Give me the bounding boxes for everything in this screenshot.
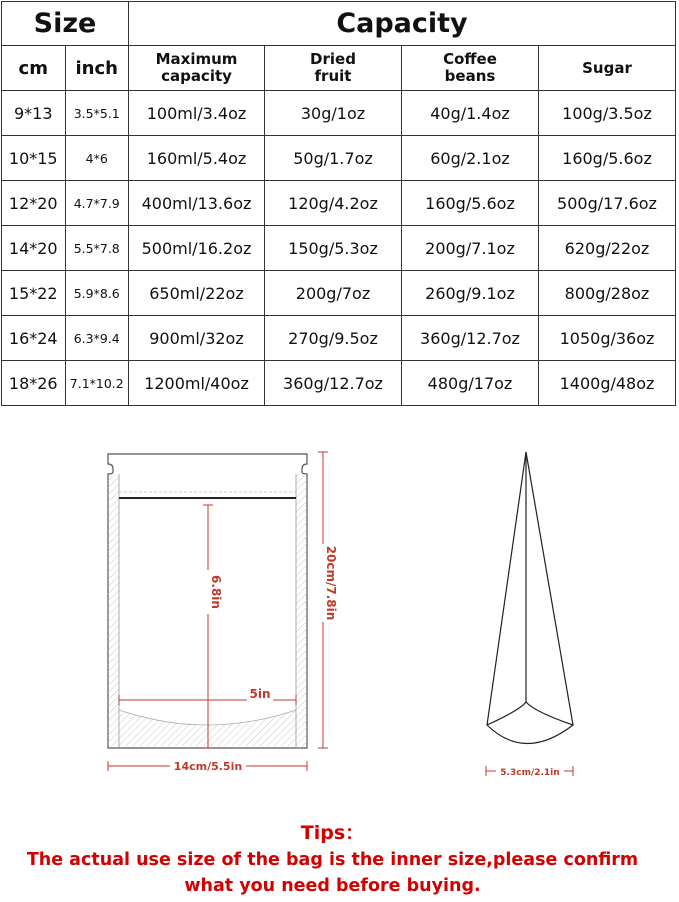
bag-size-diagram [0, 440, 679, 800]
table-cell: 620g/22oz [539, 226, 676, 271]
table-row [2, 361, 676, 406]
table-row [2, 226, 676, 271]
bottom-gusset-label: 5.3cm/2.1in [500, 768, 560, 778]
table-cell: 400ml/13.6oz [129, 181, 265, 226]
col-header-coffee-beans: Coffee beans [402, 46, 539, 91]
table-row [2, 271, 676, 316]
table-cell: 3.5*5.1 [65, 91, 129, 136]
inner-height-label: 6.8in [209, 575, 223, 609]
table-cell: 160g/5.6oz [539, 136, 676, 181]
table-cell: 60g/2.1oz [402, 136, 539, 181]
table-cell: 4.7*7.9 [65, 181, 129, 226]
outer-width-label: 14cm/5.5in [173, 760, 243, 773]
table-row [2, 316, 676, 361]
outer-width-dimension [108, 758, 307, 773]
table-cell: 120g/4.2oz [265, 181, 402, 226]
capacity-header: Capacity [129, 2, 676, 46]
table-cell: 30g/1oz [265, 91, 402, 136]
tips-line-2: what you need before buying. [184, 876, 481, 896]
table-cell: 150g/5.3oz [265, 226, 402, 271]
table-cell: 270g/9.5oz [265, 316, 402, 361]
bottom-gusset-dimension [486, 765, 573, 778]
table-cell: 18*26 [2, 361, 66, 406]
table-cell: 40g/1.4oz [402, 91, 539, 136]
table-cell: 100ml/3.4oz [129, 91, 265, 136]
table-cell: 50g/1.7oz [265, 136, 402, 181]
table-cell: 1400g/48oz [539, 361, 676, 406]
size-header: Size [2, 2, 129, 46]
col-header-dried-fruit: Dried fruit [265, 46, 402, 91]
table-cell: 15*22 [2, 271, 66, 316]
table-cell: 100g/3.5oz [539, 91, 676, 136]
table-cell: 16*24 [2, 316, 66, 361]
table-row [2, 136, 676, 181]
table-cell: 5.9*8.6 [65, 271, 129, 316]
outer-height-label: 20cm/7.8in [324, 545, 338, 621]
table-cell: 10*15 [2, 136, 66, 181]
tips-line-1: The actual use size of the bag is the inner size,please confirm [26, 850, 639, 870]
table-cell: 7.1*10.2 [65, 361, 129, 406]
table-cell: 1050g/36oz [539, 316, 676, 361]
capacity-table [1, 1, 676, 406]
col-header-inch: inch [65, 46, 129, 91]
table-cell: 160g/5.6oz [402, 181, 539, 226]
table-cell: 500ml/16.2oz [129, 226, 265, 271]
table-cell: 260g/9.1oz [402, 271, 539, 316]
table-cell: 800g/28oz [539, 271, 676, 316]
table-cell: 1200ml/40oz [129, 361, 265, 406]
table-cell: 200g/7oz [265, 271, 402, 316]
side-bag-outline [487, 452, 573, 744]
col-header-cm: cm [2, 46, 66, 91]
inner-width-label: 5in [249, 687, 271, 701]
table-cell: 480g/17oz [402, 361, 539, 406]
table-row [2, 181, 676, 226]
col-header-sugar: Sugar [539, 46, 676, 91]
table-cell: 650ml/22oz [129, 271, 265, 316]
table-cell: 4*6 [65, 136, 129, 181]
tips-title: Tips： [300, 822, 365, 844]
col-header-maximum-capacity: Maximum capacity [129, 46, 265, 91]
table-cell: 500g/17.6oz [539, 181, 676, 226]
table-cell: 360g/12.7oz [402, 316, 539, 361]
table-cell: 160ml/5.4oz [129, 136, 265, 181]
table-cell: 5.5*7.8 [65, 226, 129, 271]
table-cell: 12*20 [2, 181, 66, 226]
table-cell: 360g/12.7oz [265, 361, 402, 406]
inner-height-dimension [198, 505, 223, 748]
table-row [2, 91, 676, 136]
table-cell: 200g/7.1oz [402, 226, 539, 271]
table-cell: 14*20 [2, 226, 66, 271]
outer-height-dimension [313, 452, 338, 748]
table-cell: 900ml/32oz [129, 316, 265, 361]
table-cell: 9*13 [2, 91, 66, 136]
table-cell: 6.3*9.4 [65, 316, 129, 361]
